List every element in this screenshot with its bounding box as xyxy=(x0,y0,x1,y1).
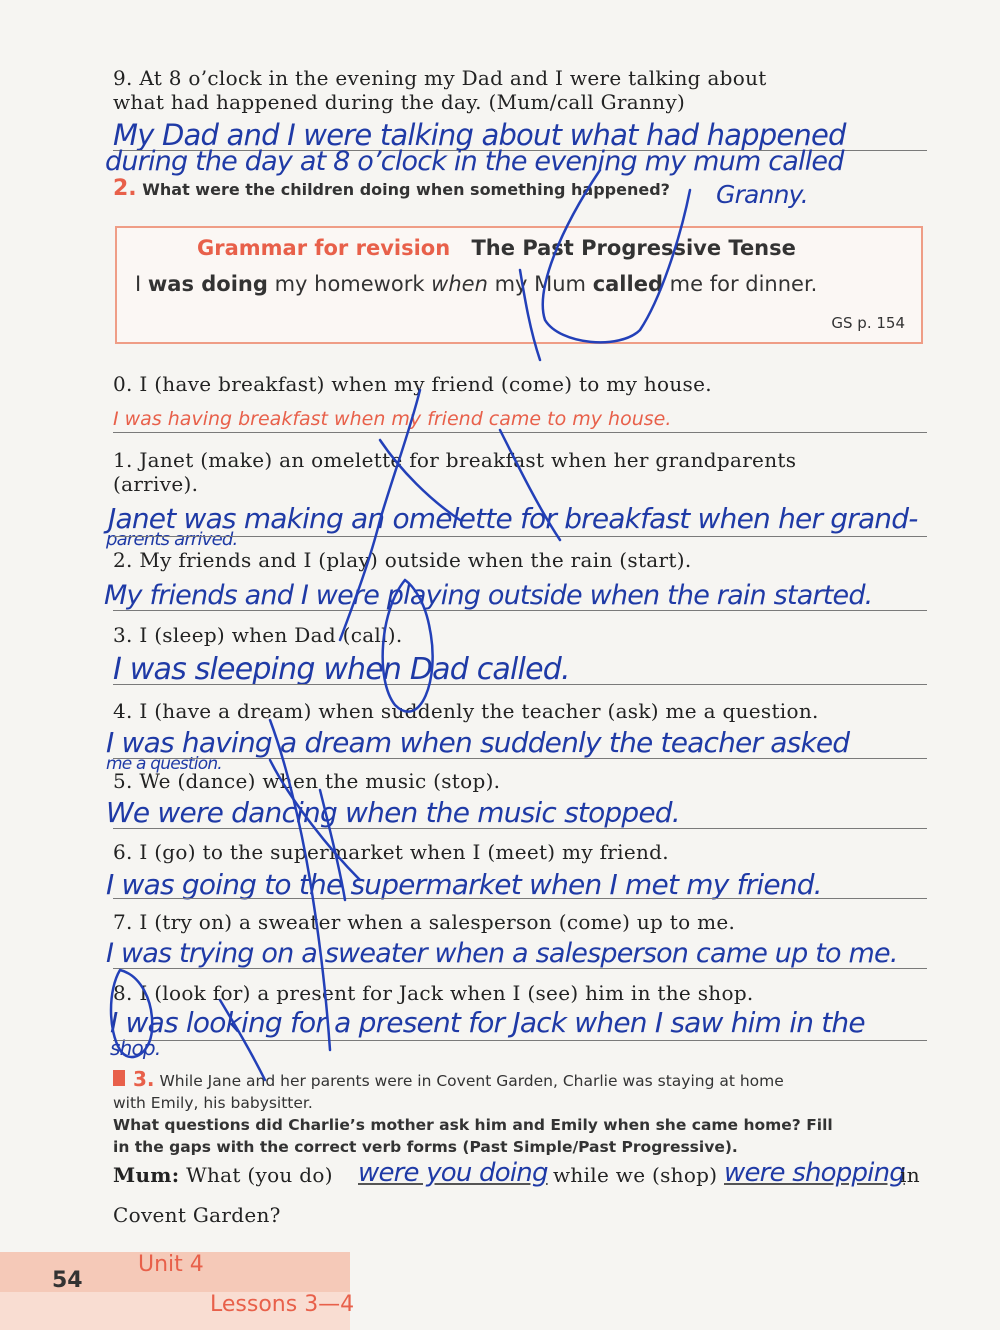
grammar-example-part: my homework xyxy=(267,272,432,296)
answer-line xyxy=(113,828,927,829)
answer-line xyxy=(113,758,927,759)
item-1-question xyxy=(113,448,927,496)
item-1-question-line-2: (arrive). xyxy=(113,472,199,496)
mum-dialogue-line-1 xyxy=(113,1163,333,1187)
item-6-question: 6. I (go) to the supermarket when I (meet) my friend. xyxy=(113,840,669,864)
grammar-example-italic: when xyxy=(431,272,488,296)
page-number: 54 xyxy=(52,1268,83,1293)
exercise-3-intro-line-1: While Jane and her parents were in Covent Garden, Charlie was staying at home xyxy=(159,1072,784,1090)
mum-dialogue-line-2: Covent Garden? xyxy=(113,1203,281,1227)
item-8-question: 8. I (look for) a present for Jack when I (see) him in the shop. xyxy=(113,981,754,1005)
item-7-answer: I was trying on a sweater when a salesperson came up to me. xyxy=(106,938,898,969)
exercise-2-instruction: What were the children doing when something happened? xyxy=(142,180,670,199)
item-8-answer-line-2: shop. xyxy=(110,1036,161,1060)
task-9-line-2: what had happened during the day. (Mum/call Granny) xyxy=(113,90,686,114)
grammar-example-bold: called xyxy=(592,272,663,296)
item-4-answer-line-2: me a question. xyxy=(106,754,222,774)
grammar-example-part: my Mum xyxy=(487,272,593,296)
answer-line xyxy=(113,610,927,611)
task-9-answer-line-2: during the day at 8 o’clock in the evening my mum called xyxy=(105,146,844,177)
item-5-question: 5. We (dance) when the music (stop). xyxy=(113,769,501,793)
mum-prompt-3: in xyxy=(900,1163,920,1187)
exercise-3-question xyxy=(113,1114,833,1158)
item-1-answer: Janet was making an omelette for breakfast when her grand- xyxy=(108,502,918,535)
unit-label: Unit 4 xyxy=(138,1252,204,1277)
grammar-reference: GS p. 154 xyxy=(831,314,905,332)
exercise-3-question-line-1: What questions did Charlie’s mother ask him and Emily when she came home? Fill xyxy=(113,1116,833,1134)
item-7-question: 7. I (try on) a sweater when a salesperson (come) up to me. xyxy=(113,910,736,934)
task-9-answer-line-3: Granny. xyxy=(716,180,808,209)
exercise-2-heading xyxy=(113,176,670,201)
task-9-answer-line-1: My Dad and I were talking about what had happened xyxy=(113,118,846,152)
mum-answer-1: were you doing xyxy=(358,1158,548,1188)
exercise-2-number: 2. xyxy=(113,176,137,201)
mum-prompt-1: What (you do) xyxy=(186,1163,333,1187)
answer-line xyxy=(113,536,927,537)
grammar-title xyxy=(197,236,796,260)
grammar-label: Grammar for revision xyxy=(197,236,451,260)
grammar-example xyxy=(135,272,817,296)
answer-line xyxy=(113,968,927,969)
grammar-example-bold: was doing xyxy=(147,272,268,296)
exercise-3-question-line-2: in the gaps with the correct verb forms (Past Simple/Past Progressive). xyxy=(113,1138,738,1156)
item-3-answer: I was sleeping when Dad called. xyxy=(113,652,570,687)
item-2-question: 2. My friends and I (play) outside when the rain (start). xyxy=(113,548,692,572)
item-0-answer: I was having breakfast when my friend came to my house. xyxy=(113,408,672,430)
item-3-question: 3. I (sleep) when Dad (call). xyxy=(113,623,403,647)
item-1-answer-line-2: parents arrived. xyxy=(106,529,238,550)
lessons-label: Lessons 3—4 xyxy=(210,1292,355,1317)
answer-line xyxy=(113,684,927,685)
grammar-example-part: me for dinner. xyxy=(662,272,818,296)
mum-answer-2: were shopping xyxy=(724,1158,905,1188)
item-5-answer: We were dancing when the music stopped. xyxy=(106,796,680,829)
answer-line xyxy=(113,1040,927,1041)
item-4-answer: I was having a dream when suddenly the teacher asked xyxy=(106,726,850,759)
item-1-question-line-1: 1. Janet (make) an omelette for breakfast when her grandparents xyxy=(113,448,797,472)
mum-prompt-2: while we (shop) xyxy=(553,1163,718,1187)
answer-line xyxy=(113,898,927,899)
item-0-question: 0. I (have breakfast) when my friend (come) to my house. xyxy=(113,372,712,396)
grammar-topic: The Past Progressive Tense xyxy=(471,236,796,260)
item-8-answer: I was looking for a present for Jack when I saw him in the xyxy=(110,1006,865,1039)
item-6-answer: I was going to the supermarket when I met my friend. xyxy=(106,868,822,901)
grammar-box xyxy=(115,226,923,344)
item-2-answer: My friends and I were playing outside when the rain started. xyxy=(104,580,873,611)
answer-line xyxy=(113,432,927,433)
task-9-text xyxy=(113,66,927,114)
grammar-example-part: I xyxy=(135,272,148,296)
mum-label: Mum: xyxy=(113,1163,180,1187)
exercise-3-marker-icon xyxy=(113,1070,125,1086)
task-9-line-1: 9. At 8 o’clock in the evening my Dad and I were talking about xyxy=(113,66,767,90)
exercise-3-intro-line-2: with Emily, his babysitter. xyxy=(113,1094,313,1112)
exercise-3-intro xyxy=(113,1068,933,1114)
item-4-question: 4. I (have a dream) when suddenly the teacher (ask) me a question. xyxy=(113,699,819,723)
exercise-3-number: 3. xyxy=(133,1067,155,1091)
